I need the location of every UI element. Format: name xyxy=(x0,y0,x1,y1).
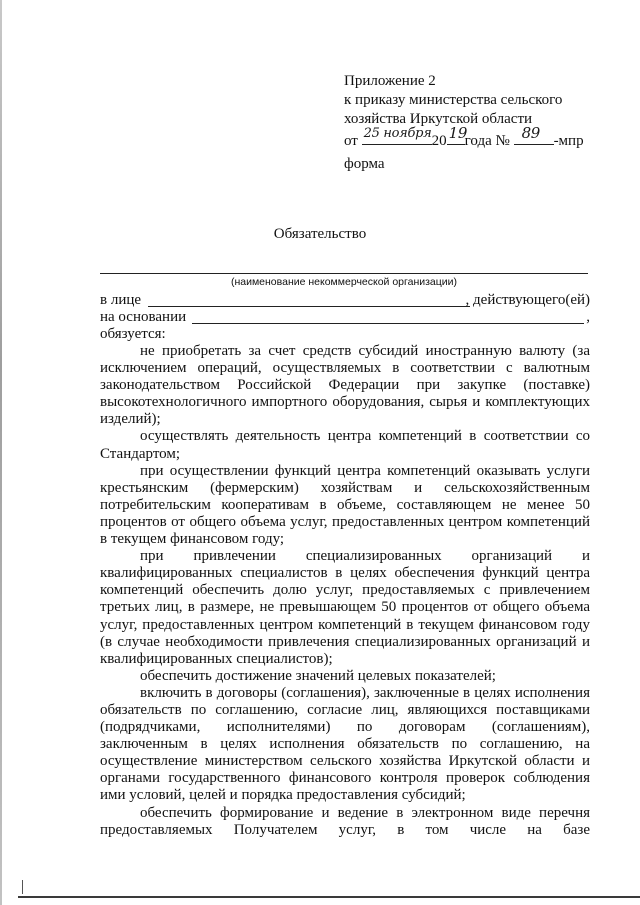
form-label: форма xyxy=(344,156,385,172)
scan-left-edge xyxy=(0,0,2,905)
obliges-label: обязуется: xyxy=(100,326,166,342)
appendix-header xyxy=(344,72,624,151)
date-prefix: от xyxy=(344,133,358,149)
number-blank xyxy=(514,124,554,145)
appendix-line-2: к приказу министерства сельского xyxy=(344,92,563,108)
in-person-tail: , действующего(ей) xyxy=(465,292,590,308)
basis-tail: , xyxy=(586,309,590,325)
obliges-row xyxy=(100,325,590,344)
basis-label: на основании xyxy=(100,309,187,325)
appendix-date-line xyxy=(344,124,624,151)
obligation-paragraph-1: не приобретать за счет средств субсидий иностранную валюту (за исключением операций, осуществляемых в соответствии с валютным законодательством Российской Федерации при закупке (поставке) высокотехнологичного импортного оборудования, сырья и комплектующих изделий); xyxy=(100,343,590,428)
org-name-line xyxy=(100,273,588,274)
year-suffix: года № xyxy=(464,133,510,149)
obligation-paragraph-7: обеспечить формирование и ведение в электронном виде перечня предоставляемых Получателем услуг, в том числе на базе xyxy=(100,804,590,838)
handwritten-year: 19 xyxy=(448,124,468,142)
basis-line xyxy=(192,323,584,324)
appendix-line-3: хозяйства Иркутской области xyxy=(344,111,533,127)
scan-bottom-edge xyxy=(18,896,640,898)
in-person-line xyxy=(148,306,470,307)
org-name-caption: (наименование некоммерческой организации) xyxy=(230,276,458,288)
obligations-text xyxy=(100,343,590,839)
date-blank xyxy=(362,126,432,145)
obligation-paragraph-4: при привлечении специализированных организаций и квалифицированных специалистов в целях обеспечения функций центра компетенций обеспечить долю услуг, предоставляемых с привлечением третьих лиц, в размере, не превышающем 50 процентов от общего объема услуг, предоставленных центром компетенций в текущем финансовом году (в случае необходимости привлечения специализированных организаций и квалифицированных специалистов); xyxy=(100,548,590,667)
scan-corner-mark xyxy=(22,880,23,894)
number-suffix: -мпр xyxy=(553,133,584,149)
handwritten-number: 89 xyxy=(521,124,541,142)
obligation-paragraph-3: при осуществлении функций центра компетенций оказывать услуги крестьянским (фермерским) хозяйствам и сельскохозяйственным потребительским кооперативам в объеме, составляющем не менее 50 процентов от общего объема услуг, предоставленных центром компетенций в текущем финансовом году; xyxy=(100,462,590,548)
document-title: Обязательство xyxy=(273,226,367,242)
obligation-paragraph-2: осуществлять деятельность центра компетенций в соответствии со Стандартом; xyxy=(100,428,590,462)
in-person-label: в лице xyxy=(100,292,142,308)
obligation-paragraph-5: обеспечить достижение значений целевых показателей; xyxy=(140,667,496,684)
year-blank xyxy=(447,124,468,145)
handwritten-date: 25 ноября xyxy=(363,126,432,141)
appendix-line-1: Приложение 2 xyxy=(344,73,436,89)
year-prefix: 20 xyxy=(431,133,447,149)
obligation-paragraph-6: включить в договоры (соглашения), заключенные в целях исполнения обязательств по соглашению, согласие лиц, являющихся поставщиками (подрядчиками, исполнителями) по договорам (соглашениям), заключенным в целях исполнения обязательств по соглашению, на осуществление министерством сельского хозяйства Иркутской области и органами государственного финансового контроля проверок соблюдения ими условий, целей и порядка предоставления субсидий; xyxy=(100,684,590,804)
